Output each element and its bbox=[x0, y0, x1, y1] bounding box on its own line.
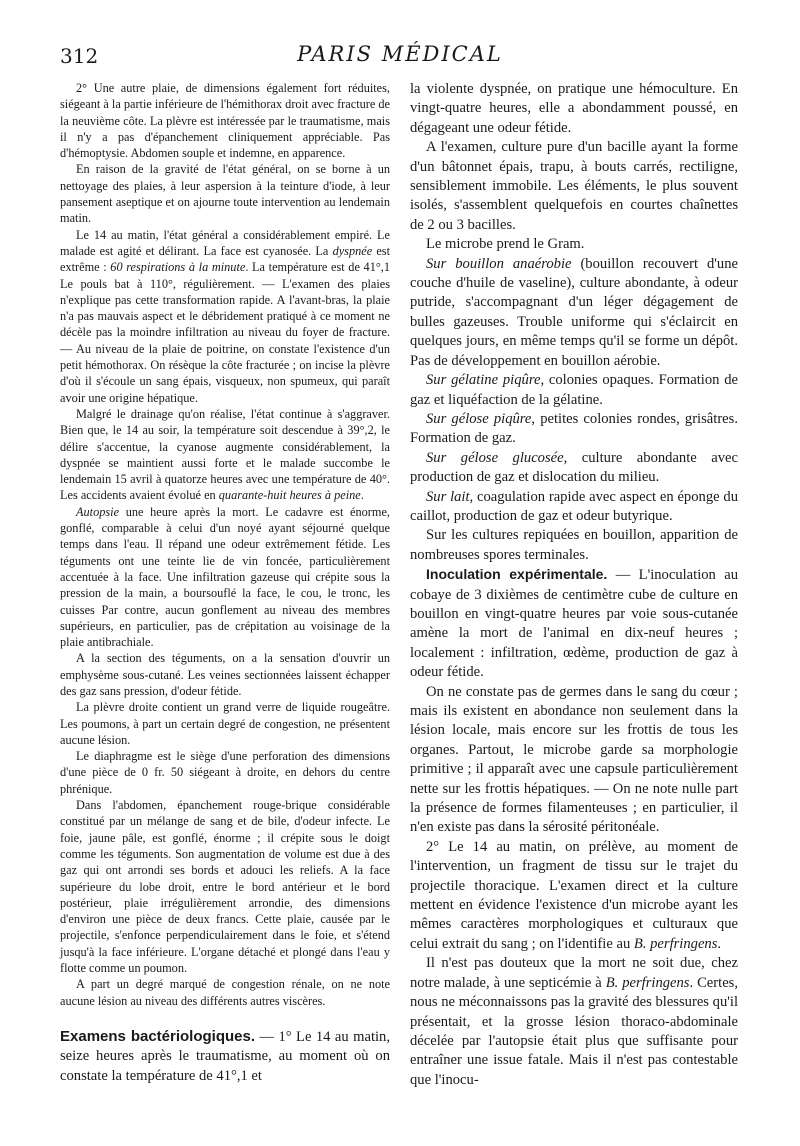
text-run: . La température est de 41°,1 Le pouls bat à 110°, régulièrement. — L'examen des plaies n'explique pas cette transformation rapide. A l'avant-bras, la plaie n'a pas mauvais aspect et le débridement pratiqué à ce moment ne décèle pas la moindre infiltration au niveau du foyer de fracture. — Au niveau de la plaie de poitrine, on constate l'existence d'un petit hémothorax. On résèque la côte fracturée ; on incise la plèvre d'où il s'écoule un sang épais, visqueux, non spumeux, qui paraît avoir une origine hépatique. bbox=[60, 260, 390, 405]
paragraph bbox=[60, 227, 390, 406]
left-column bbox=[60, 80, 390, 1086]
text-run: — L'inoculation au cobaye de 3 dixièmes de centimètre cube de culture en bouillon en vingt-quatre heures par voie sous-cutanée amène la mort de l'animal en dix-neuf heures ; localement : infiltration, œdème, production de gaz à odeur fétide. bbox=[410, 567, 738, 681]
paragraph bbox=[410, 954, 738, 1090]
paragraph: 2° Une autre plaie, de dimensions également fort réduites, siégeant à la partie inférieure de l'hémithorax droit avec fracture de la neuvième côte. La plèvre est intéressée par le traumatisme, mais il n'y a pas d'épanchement cliniquement appréciable. Pas d'hémoptysie. Abdomen souple et indemne, en apparence. bbox=[60, 81, 390, 161]
text-run: . bbox=[717, 935, 722, 952]
paragraph: A la section des téguments, on a la sensation d'ouvrir un emphysème sous-cutané. Les veines sectionnées laissent échapper des gaz sans pression, d'odeur fétide. bbox=[60, 651, 390, 698]
text-run: est extrême : bbox=[60, 243, 391, 275]
paragraph: Dans l'abdomen, épanchement rouge-brique considérable constitué par un mélange de sang et de bile, d'odeur infecte. Le foie, jaune pâle, est gonflé, énorme ; il crépite sous le doigt comme les téguments. Son augmentation de volume est due à des gaz qui ont arrondi ses bords et adouci les reliefs. A la face supérieure du lobe droit, entre le bord antérieur et le bord postérieur, plaie irrégulièrement arrondie, des dimensions d'environ une pièce de deux francs. Cette plaie, causée par le projectile, s'enfonce perpendiculairement dans le foie, et s'étend jusqu'à la face inférieure. L'organe détaché et plongé dans l'eau y flotte comme un poumon. bbox=[60, 798, 390, 976]
italic-text: B. perfringens bbox=[605, 974, 690, 991]
text-run: une heure après la mort. Le cadavre est énorme, gonflé, comparable à celui d'un noyé ayant séjourné quelque temps dans l'eau. Il répand une odeur extrêmement fétide. Les téguments ont une teinte lie de vin foncée, particulièrement accentuée à la face. Une infiltration gazeuse qui crépite sous la pression de la main, a boursouflé la face, le cou, le tronc, les cuisses Par contre, aucun gonflement au niveau des membres supérieurs, en particulier, pas de crépitation au voisinage de la plaie antibrachiale. bbox=[60, 504, 390, 650]
paragraph bbox=[60, 1027, 390, 1086]
paragraph: On ne constate pas de germes dans le sang du cœur ; mais ils existent en abondance non seulement dans la lésion locale, mais encore sur les frottis de tous les organes. Partout, le microbe garde sa morphologie primitive ; il apparaît avec une capsule particulièrement nette sur les frottis hépatiques. — On ne note nulle part la présence de formes filamenteuses ; en particulier, il n'en existe pas dans la sérosité péritonéale. bbox=[410, 683, 738, 836]
section-heading: Inoculation expérimentale. bbox=[426, 566, 608, 583]
paragraph: La plèvre droite contient un grand verre de liquide rougeâtre. Les poumons, à part un certain degré de congestion, ne présentent aucune lésion. bbox=[60, 700, 390, 747]
text-run: . Certes, nous ne méconnaissons pas la gravité des blessures qu'il présentait, et la grosse lésion thoraco-abdominale décelée par l'autopsie était plus que suffisante pour entraîner une issue fatale. Mais il n'est pas contestable que l'inocu- bbox=[410, 974, 738, 1088]
italic-text: Sur bouillon anaérobie bbox=[426, 255, 572, 272]
right-column bbox=[410, 80, 738, 1090]
running-header: PARIS MÉDICAL bbox=[297, 42, 503, 66]
paragraph bbox=[410, 565, 738, 682]
paragraph bbox=[410, 488, 738, 527]
text-run: , culture abondante avec production de gaz et dislocation du milieu. bbox=[410, 449, 738, 486]
paragraph bbox=[60, 406, 390, 504]
paragraph bbox=[410, 449, 738, 488]
italic-text: dyspnée bbox=[332, 243, 373, 258]
text-run: Il n'est pas douteux que la mort ne soit due, chez notre malade, à une septicémie à bbox=[410, 955, 738, 991]
paragraph bbox=[410, 838, 738, 954]
italic-text: B. perfringens bbox=[633, 935, 718, 952]
examens-section bbox=[60, 1027, 390, 1086]
text-run: , coagulation rapide avec aspect en éponge du caillot, production de gaz et odeur butyrique. bbox=[410, 488, 738, 524]
text-run: — 1° Le 14 au matin, seize heures après le traumatisme, au moment où on constate la température de 41°,1 et bbox=[60, 1028, 391, 1084]
italic-text: Sur gélose glucosée bbox=[426, 449, 564, 466]
section-heading: Examens bactériologiques. bbox=[60, 1027, 256, 1045]
text-run: , petites colonies rondes, grisâtres. Formation de gaz. bbox=[410, 410, 738, 447]
text-run: 2° Le 14 au matin, on prélève, au moment de l'intervention, un fragment de tissu sur le trajet du projectile thoracique. L'examen direct et la culture mettent en évidence l'existence d'un microbe ayant les mêmes caractères morphologiques et culturaux que celui extrait du sang ; on l'identifie au bbox=[410, 838, 738, 952]
italic-text: 60 respirations à la minute bbox=[110, 260, 246, 275]
text-run: . bbox=[360, 488, 364, 503]
italic-text: quarante-huit heures à peine bbox=[218, 488, 361, 503]
text-run: (bouillon recouvert d'une couche d'huile de vaseline), culture abondante, à odeur putride, s'accompagnant d'un léger dégagement de bulles gazeuses. Trouble uniforme qui s'éclaircit en quelques jours, en même temps qu'il se forme un dépôt. Pas de développement en bouillon aérobie. bbox=[410, 255, 738, 369]
italic-text: Sur gélose piqûre bbox=[426, 410, 532, 427]
paragraph: En raison de la gravité de l'état général, on se borne à un nettoyage des plaies, à leur aspersion à la teinture d'iode, à leur pansement aseptique et on ajourne toute intervention au lendemain matin. bbox=[60, 162, 390, 226]
paragraph: A l'examen, culture pure d'un bacille ayant la forme d'un bâtonnet épais, trapu, à bouts carrés, rectiligne, sensiblement immobile. Les éléments, le plus souvent isolés, s'assemblent quelquefois en courtes chaînettes de 2 ou 3 bacilles. bbox=[410, 139, 738, 233]
paragraph bbox=[410, 410, 738, 449]
italic-text: Sur gélatine piqûre bbox=[426, 372, 541, 389]
paragraph: Le diaphragme est le siège d'une perforation des dimensions d'une pièce de 0 fr. 50 siégeant à droite, en dehors du centre phrénique. bbox=[60, 749, 390, 796]
paragraph bbox=[410, 371, 738, 410]
text-run: Le 14 au matin, l'état général a considérablement empiré. Le malade est agité et délirant. La face est cyanosée. La bbox=[60, 227, 390, 258]
italic-text: Autopsie bbox=[76, 504, 120, 519]
italic-text: Sur lait bbox=[426, 488, 470, 505]
paragraph: la violente dyspnée, on pratique une hémoculture. En vingt-quatre heures, elle a abondamment poussé, en dégageant une odeur fétide. bbox=[410, 81, 738, 136]
paragraph: A part un degré marqué de congestion rénale, on ne note aucune lésion au niveau des différents autres viscères. bbox=[60, 977, 390, 1008]
text-run: Malgré le drainage qu'on réalise, l'état continue à s'aggraver. Bien que, le 14 au soir, la température soit descendue à 39°,2, le délire s'accentue, la cyanose augmente considérablement, la dyspnée se maintient aussi forte et le malade succombe le lendemain 15 avril à quatorze heures avec une température de 40°. Les accidents avaient évolué en bbox=[60, 406, 390, 503]
paragraph bbox=[60, 504, 390, 651]
paragraph: Le microbe prend le Gram. bbox=[426, 236, 585, 253]
paragraph bbox=[410, 255, 738, 371]
page-number: 312 bbox=[60, 44, 99, 68]
text-run: , colonies opaques. Formation de gaz et liquéfaction de la gélatine. bbox=[410, 372, 738, 408]
paragraph: Sur les cultures repiquées en bouillon, apparition de nombreuses spores terminales. bbox=[410, 527, 738, 563]
